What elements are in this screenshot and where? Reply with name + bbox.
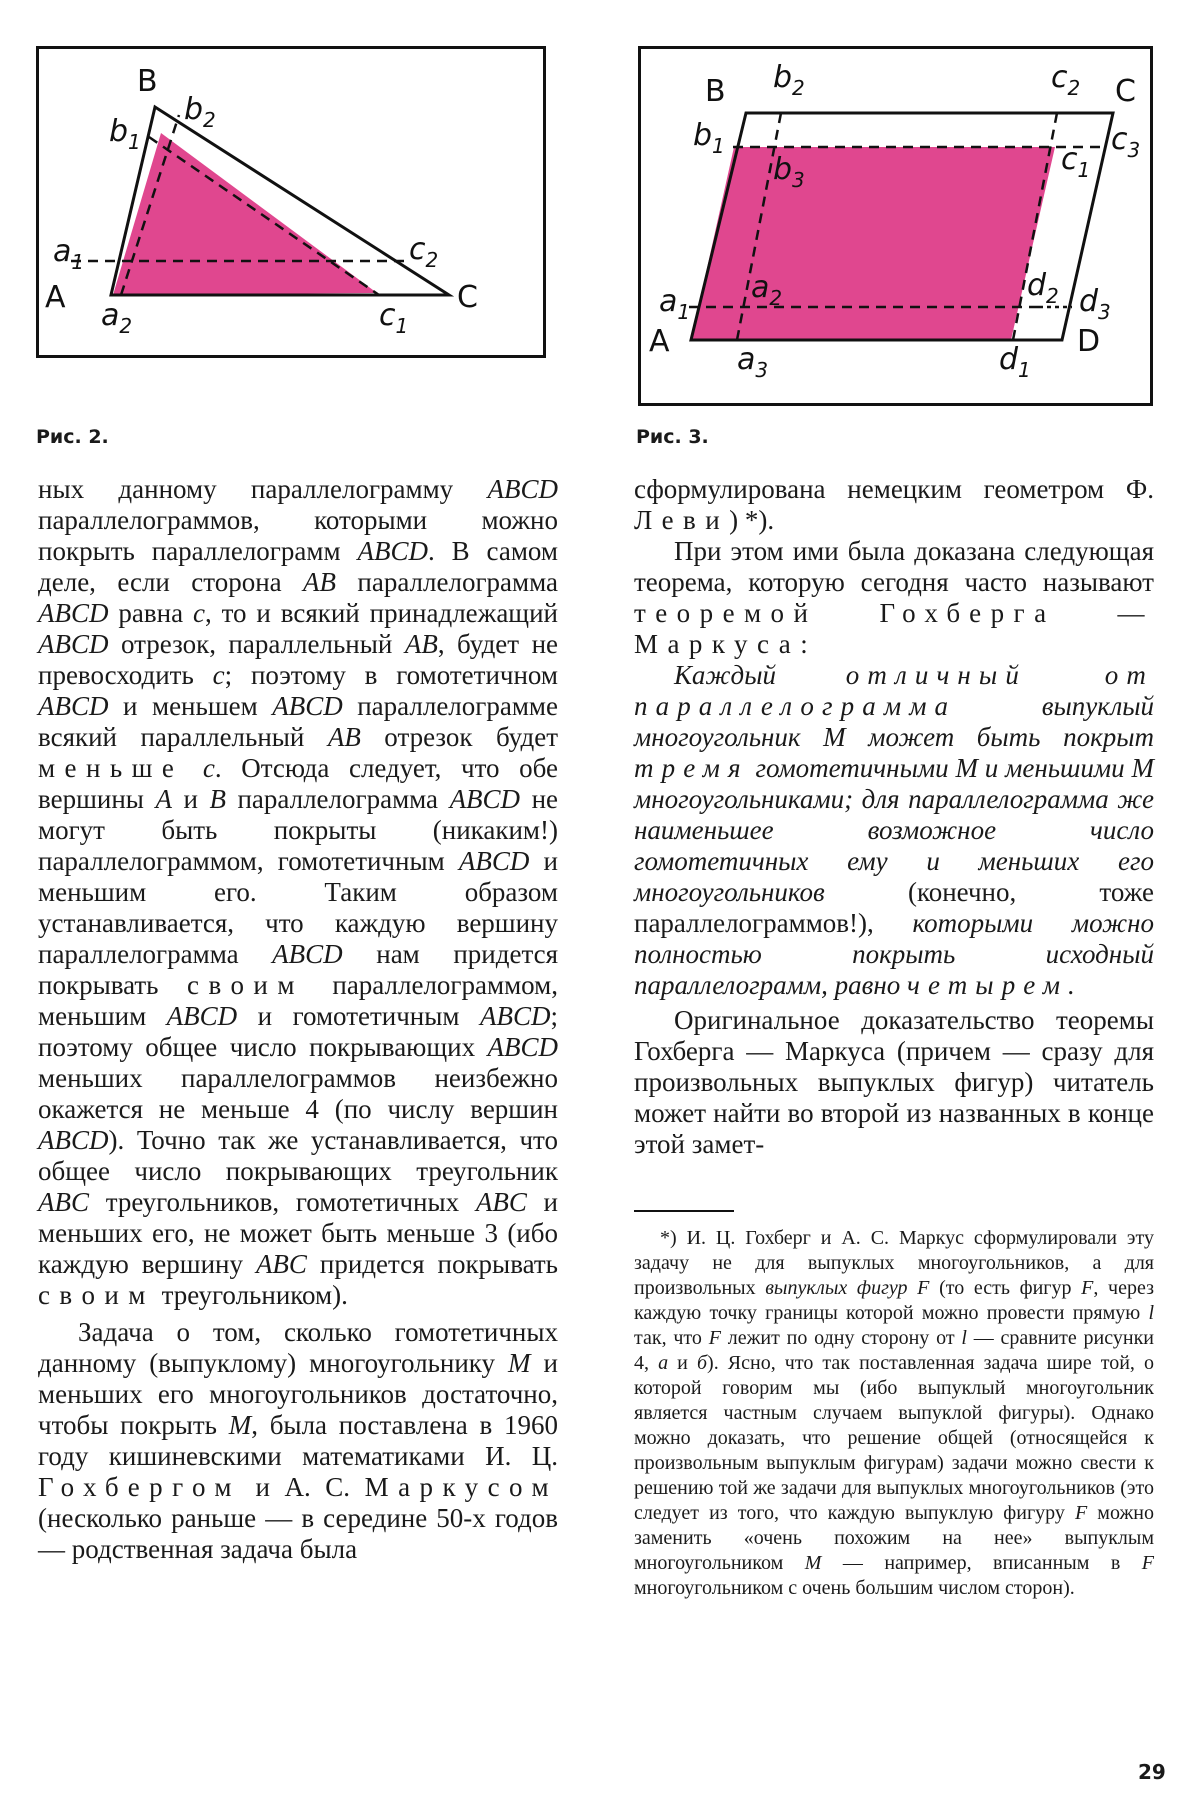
fig2-shaded-triangle [113, 133, 377, 295]
fig3-label-A: A [649, 324, 670, 359]
figure-3-drawing [641, 49, 1150, 403]
fig3-label-c3: $c_3$ [1111, 122, 1141, 162]
fig3-label-B: B [705, 74, 726, 109]
fig3-label-a3: $a_3$ [737, 342, 769, 382]
footnote-divider [634, 1210, 734, 1212]
figure-3-caption: Рис. 3. [636, 426, 709, 448]
figure-2 [36, 46, 546, 358]
fig2-label-A: A [45, 280, 66, 315]
fig2-label-c2: $c_2$ [409, 232, 439, 272]
fig2-label-a2: $a_2$ [101, 298, 133, 338]
fig3-label-D: D [1077, 324, 1101, 359]
fig2-label-c1: $c_1$ [379, 298, 409, 338]
figure-2-caption: Рис. 2. [36, 426, 109, 448]
fig2-label-b2: $b_2$ [184, 92, 216, 132]
fig2-label-B: B [137, 64, 158, 99]
fig3-label-d2: $d_2$ [1027, 268, 1059, 308]
right-paragraph-2: При этом ими была доказана следующая теорема, которую сегодня часто называют теоремой Гохберга — Маркуса: [634, 536, 1154, 659]
fig3-label-c2: $c_2$ [1051, 60, 1081, 100]
page-number: 29 [1138, 1760, 1166, 1784]
right-column [634, 474, 1154, 1160]
fig3-label-b3: $b_3$ [773, 152, 805, 192]
fig2-label-a1: $a_1$ [53, 234, 85, 274]
fig2-label-b1: $b_1$ [109, 114, 141, 154]
left-paragraph-1: ных данному параллелограмму ABCD параллелограммов, которыми можно покрыть параллелограмм ABCD. В самом деле, если сторона AB параллелограмма ABCD равна c, то и всякий принадлежащий ABCD отрезок, параллельный AB, будет не превосходить c; поэтому в гомотетичном ABCD и меньшем ABCD параллелограмме всякий параллельный AB отрезок будет меньше c. Отсюда следует, что обе вершины A и B параллелограмма ABCD не могут быть покрыты (никаким!) параллелограммом, гомотетичным ABCD и меньшим его. Таким образом устанавливается, что каждую вершину параллелограмма ABCD нам придется покрывать своим параллелограммом, меньшим ABCD и гомотетичным ABCD; поэтому общее число покрывающих ABCD меньших параллелограммов неизбежно окажется не меньше 4 (по числу вершин ABCD). Точно так же устанавливается, что общее число покрывающих треугольник ABC треугольников, гомотетичных ABC и меньших его, не может быть меньше 3 (ибо каждую вершину ABC придется покрывать своим треугольником). [38, 474, 559, 1310]
figure-3 [638, 46, 1153, 406]
footnote-text: *) И. Ц. Гохберг и А. С. Маркус сформулировали эту задачу не для выпуклых многоугольников, а для произвольных выпуклых фигур F (то есть фигур F, через каждую точку границы которой можно провести прямую l так, что F лежит по одну сторону от l — сравните рисунки 4, а и б). Ясно, что так поставленная задача шире той, о которой говорим мы (ибо выпуклый многоугольник является частным случаем выпуклой фигуры). Однако можно доказать, что решение общей (относящейся к произвольным выпуклым фигурам) задачи можно свести к решению той же задачи для выпуклых многоугольников (это следует из того, что каждую выпуклую фигуру F можно заменить «очень похожим на нее» выпуклым многоугольником M — например, вписанным в F многоугольником с очень большим числом сторон). [634, 1227, 1155, 1599]
right-theorem-statement: Каждый отличный от параллелограмма выпуклый многоугольник M может быть покрыт тремя гомотетичными M и меньшими M многоугольниками; для параллелограмма же наименьшее возможное число гомотетичных ему и меньших его многоугольников (конечно, тоже параллелограммов!), которыми можно полностью покрыть исходный параллелограмм, равно четырем. [634, 660, 1154, 1000]
fig2-label-C: C [457, 280, 478, 315]
fig3-label-c1: $c_1$ [1061, 142, 1091, 182]
fig3-label-b1: $b_1$ [693, 118, 725, 158]
footnote [634, 1226, 1154, 1601]
fig3-label-a1: $a_1$ [659, 284, 691, 324]
fig3-label-a2: $a_2$ [751, 270, 783, 310]
fig3-label-C: C [1115, 74, 1136, 109]
left-column [38, 474, 558, 1565]
fig3-label-b2: $b_2$ [773, 60, 805, 100]
right-paragraph-1: сформулирована немецким геометром Ф. Леви) *). [634, 474, 1154, 535]
left-paragraph-2: Задача о том, сколько гомотетичных данному (выпуклому) многоугольнику M и меньших его многоугольников достаточно, чтобы покрыть M, была поставлена в 1960 году кишиневскими математиками И. Ц. Гохбергом и А. С. Маркусом (несколько раньше — в середине 50-х годов — родственная задача была [38, 1317, 558, 1564]
fig3-shaded-parallelogram [691, 147, 1055, 340]
fig3-label-d1: $d_1$ [999, 342, 1031, 382]
figure-2-drawing [39, 49, 543, 355]
right-paragraph-4: Оригинальное доказательство теоремы Гохберга — Маркуса (причем — сразу для произвольных выпуклых фигур) читатель может найти во второй из названных в конце этой замет- [634, 1005, 1154, 1159]
fig3-label-d3: $d_3$ [1079, 284, 1111, 324]
